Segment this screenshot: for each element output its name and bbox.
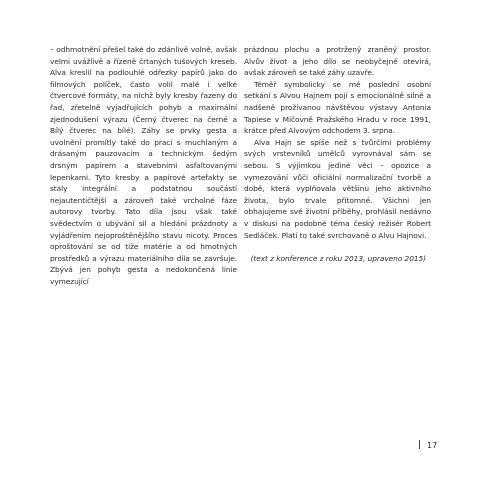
right-text-column — [244, 44, 431, 264]
left-text-column — [50, 44, 237, 287]
footer-separator — [419, 440, 420, 449]
left-paragraph: – odhmotnění přešel také do zdánlivě volně, avšak velmi uvážlivě a řízeně črtaných tušových kreseb. Alva kreslil na podlouhlé odřezky papírů jako do filmových políček, často volil malé i velké čtvercové formáty, na nichž byly kresby řazeny do řad, zřetelně vyjadřujících pohyb a maximální zjednodušení výrazu (Černý čtverec na černé a Bílý čtverec na bílé). Záhy se prvky gesta a uvolnění promítly také do prací s muchlaným a drásaným pauzovacím a technickým šedým drsným papírem a stavebními asfaltovanými lepenkami. Tyto kresby a papírové artefakty se staly integrální a podstatnou součástí nejautentičtější a zároveň také vrcholné fáze autorovy tvorby. Tato díla jsou však také svědectvím o ubývání sil a hledání prázdnoty a vyjádřením nejoproštěnějšího stavu nicoty. Proces oproštování se od tíže matérie a od hmotných prostředků a výrazu materiálního díla se završuje. Zbývá jen pohyb gesta a nedokončená linie vymezující — [50, 45, 237, 286]
right-paragraph-1: prázdnou plochu a protržený zraněný prostor. Alvův život a jeho dílo se neobyčejně otevírá, avšak zároveň se také záhy uzavře. — [244, 45, 431, 78]
page-footer — [419, 440, 437, 451]
right-paragraph-3: Alva Hajn se spíše než s tvůrčími problémy svých vrstevníků umělců vyrovnával sám se sebou. S výjimkou jediné věci – opozice a vymezování vůči oficiální normalizační tvorbě a době, která vyplňovala většinu jeho aktivního života, bylo trvale přítomné. Všichni jen obhajujeme své životní příběhy, prohlásil nedávno v diskusi na podobné téma český režisér Robert Sedláček. Platí to také svrchovaně o Alvu Hajnovi. — [244, 137, 431, 240]
page-number: 17 — [427, 441, 438, 450]
right-paragraph-2: Téměř symbolicky se mé poslední osobní setkání s Alvou Hajnem pojí s emocionálně silně a nadšeně prožívanou návštěvou výstavy Antonia Tapiese v Míčovně Pražského Hradu v roce 1991, krátce před Alvovým odchodem 3. srpna. — [244, 79, 431, 136]
source-credit: (text z konference z roku 2013, upraveno 2015) — [250, 253, 426, 263]
